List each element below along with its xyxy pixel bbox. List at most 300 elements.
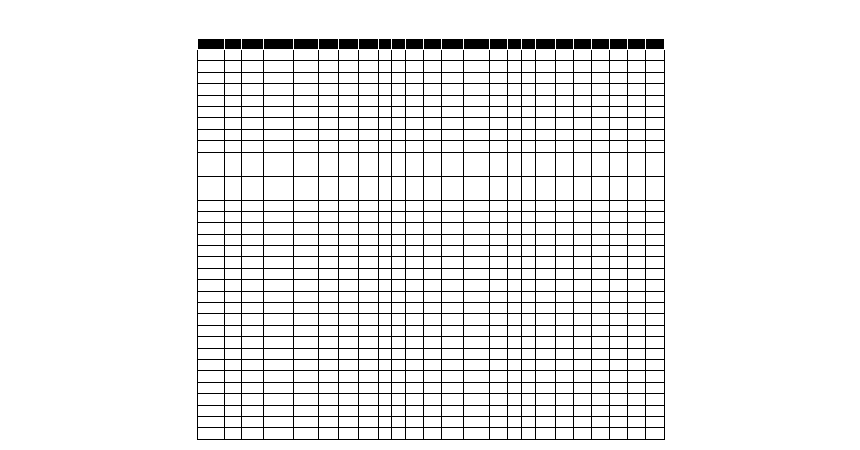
table-cell bbox=[442, 257, 464, 268]
table-cell bbox=[592, 359, 610, 370]
table-cell bbox=[490, 200, 508, 211]
table-cell bbox=[646, 257, 665, 268]
table-row bbox=[198, 382, 665, 393]
table-cell bbox=[406, 129, 424, 140]
table-cell bbox=[574, 106, 592, 117]
table-cell bbox=[592, 382, 610, 393]
table-cell bbox=[424, 84, 442, 95]
table-cell bbox=[610, 200, 628, 211]
table-cell bbox=[464, 303, 490, 314]
table-cell bbox=[574, 268, 592, 279]
table-cell bbox=[319, 223, 339, 234]
table-cell bbox=[464, 95, 490, 106]
table-cell bbox=[442, 303, 464, 314]
table-cell bbox=[610, 118, 628, 129]
table-cell bbox=[264, 394, 294, 405]
table-cell bbox=[319, 405, 339, 416]
table-cell bbox=[442, 291, 464, 302]
table-cell bbox=[319, 84, 339, 95]
table-cell bbox=[339, 176, 359, 200]
table-cell bbox=[442, 371, 464, 382]
table-cell bbox=[490, 280, 508, 291]
table-cell bbox=[424, 371, 442, 382]
table-cell bbox=[490, 416, 508, 427]
table-cell bbox=[556, 129, 574, 140]
table-cell bbox=[424, 141, 442, 152]
table-cell bbox=[442, 246, 464, 257]
table-cell bbox=[225, 348, 242, 359]
table-cell bbox=[406, 72, 424, 83]
table-cell bbox=[508, 234, 522, 245]
table-cell bbox=[406, 280, 424, 291]
table-cell bbox=[574, 84, 592, 95]
table-cell bbox=[556, 61, 574, 72]
table-cell bbox=[379, 382, 392, 393]
table-cell bbox=[294, 348, 319, 359]
table-cell bbox=[294, 211, 319, 222]
table-cell bbox=[198, 223, 225, 234]
table-cell bbox=[592, 106, 610, 117]
table-cell bbox=[242, 95, 264, 106]
table-cell bbox=[592, 348, 610, 359]
table-cell bbox=[225, 95, 242, 106]
table-cell bbox=[264, 211, 294, 222]
table-cell bbox=[392, 303, 406, 314]
table-cell bbox=[508, 200, 522, 211]
table-cell bbox=[442, 223, 464, 234]
table-cell bbox=[339, 280, 359, 291]
table-cell bbox=[379, 61, 392, 72]
table-cell bbox=[628, 280, 646, 291]
table-cell bbox=[442, 382, 464, 393]
table-cell bbox=[359, 200, 379, 211]
table-cell bbox=[379, 291, 392, 302]
table-cell bbox=[225, 428, 242, 439]
table-row bbox=[198, 84, 665, 95]
table-cell bbox=[464, 314, 490, 325]
table-cell bbox=[574, 303, 592, 314]
table-cell bbox=[592, 176, 610, 200]
table-cell bbox=[198, 152, 225, 176]
table-cell bbox=[574, 325, 592, 336]
table-cell bbox=[574, 152, 592, 176]
table-cell bbox=[464, 118, 490, 129]
table-cell bbox=[225, 84, 242, 95]
table-cell bbox=[508, 291, 522, 302]
table-cell bbox=[379, 72, 392, 83]
column-header bbox=[406, 39, 424, 50]
table-cell bbox=[490, 211, 508, 222]
table-cell bbox=[379, 303, 392, 314]
table-cell bbox=[646, 50, 665, 61]
table-cell bbox=[242, 268, 264, 279]
table-cell bbox=[592, 211, 610, 222]
table-cell bbox=[225, 61, 242, 72]
table-cell bbox=[406, 118, 424, 129]
table-cell bbox=[592, 246, 610, 257]
table-cell bbox=[424, 129, 442, 140]
table-cell bbox=[490, 152, 508, 176]
table-cell bbox=[339, 314, 359, 325]
column-header bbox=[464, 39, 490, 50]
table-cell bbox=[264, 176, 294, 200]
table-row bbox=[198, 291, 665, 302]
table-cell bbox=[646, 382, 665, 393]
table-cell bbox=[464, 141, 490, 152]
table-cell bbox=[628, 337, 646, 348]
table-cell bbox=[339, 348, 359, 359]
table-cell bbox=[536, 246, 556, 257]
table-cell bbox=[392, 152, 406, 176]
table-cell bbox=[610, 268, 628, 279]
table-cell bbox=[442, 325, 464, 336]
table-cell bbox=[508, 152, 522, 176]
table-cell bbox=[225, 371, 242, 382]
table-cell bbox=[556, 257, 574, 268]
table-cell bbox=[424, 118, 442, 129]
table-cell bbox=[406, 303, 424, 314]
header-row bbox=[198, 39, 665, 50]
table-cell bbox=[628, 95, 646, 106]
table-cell bbox=[628, 416, 646, 427]
table-cell bbox=[556, 118, 574, 129]
table-cell bbox=[379, 359, 392, 370]
table-cell bbox=[628, 405, 646, 416]
table-cell bbox=[406, 348, 424, 359]
table-cell bbox=[225, 257, 242, 268]
table-cell bbox=[490, 129, 508, 140]
table-cell bbox=[406, 325, 424, 336]
table-cell bbox=[319, 428, 339, 439]
table-cell bbox=[406, 337, 424, 348]
table-cell bbox=[359, 280, 379, 291]
table-cell bbox=[536, 211, 556, 222]
table-cell bbox=[242, 371, 264, 382]
table-cell bbox=[294, 84, 319, 95]
table-cell bbox=[536, 303, 556, 314]
table-row bbox=[198, 95, 665, 106]
table-cell bbox=[574, 200, 592, 211]
table-cell bbox=[359, 152, 379, 176]
table-cell bbox=[610, 325, 628, 336]
table-cell bbox=[508, 211, 522, 222]
table-cell bbox=[610, 394, 628, 405]
table-cell bbox=[490, 382, 508, 393]
table-cell bbox=[464, 371, 490, 382]
column-header bbox=[225, 39, 242, 50]
table-cell bbox=[464, 416, 490, 427]
table-cell bbox=[574, 280, 592, 291]
table-cell bbox=[264, 371, 294, 382]
table-cell bbox=[556, 314, 574, 325]
table-cell bbox=[442, 394, 464, 405]
table-cell bbox=[406, 257, 424, 268]
table-cell bbox=[392, 246, 406, 257]
table-cell bbox=[379, 50, 392, 61]
table-cell bbox=[264, 95, 294, 106]
table-cell bbox=[379, 234, 392, 245]
table-cell bbox=[359, 141, 379, 152]
table-cell bbox=[628, 118, 646, 129]
table-cell bbox=[264, 348, 294, 359]
table-cell bbox=[339, 405, 359, 416]
table-cell bbox=[556, 141, 574, 152]
table-cell bbox=[628, 211, 646, 222]
table-cell bbox=[442, 280, 464, 291]
table-cell bbox=[574, 246, 592, 257]
table-cell bbox=[464, 337, 490, 348]
table-cell bbox=[490, 234, 508, 245]
table-cell bbox=[294, 416, 319, 427]
table-cell bbox=[406, 61, 424, 72]
table-cell bbox=[536, 257, 556, 268]
table-cell bbox=[359, 95, 379, 106]
table-cell bbox=[522, 382, 536, 393]
table-cell bbox=[379, 211, 392, 222]
table-cell bbox=[508, 325, 522, 336]
table-cell bbox=[646, 234, 665, 245]
table-cell bbox=[264, 325, 294, 336]
table-cell bbox=[592, 371, 610, 382]
table-cell bbox=[294, 257, 319, 268]
table-cell bbox=[522, 405, 536, 416]
table-cell bbox=[610, 50, 628, 61]
table-cell bbox=[490, 371, 508, 382]
table-cell bbox=[225, 314, 242, 325]
table-cell bbox=[628, 382, 646, 393]
table-cell bbox=[442, 234, 464, 245]
table-cell bbox=[198, 200, 225, 211]
table-cell bbox=[294, 152, 319, 176]
table-cell bbox=[574, 257, 592, 268]
table-cell bbox=[198, 416, 225, 427]
table-cell bbox=[536, 106, 556, 117]
table-cell bbox=[556, 382, 574, 393]
table-cell bbox=[646, 291, 665, 302]
table-cell bbox=[628, 291, 646, 302]
table-cell bbox=[242, 246, 264, 257]
table-cell bbox=[424, 337, 442, 348]
table-cell bbox=[574, 95, 592, 106]
table-cell bbox=[628, 129, 646, 140]
table-cell bbox=[406, 106, 424, 117]
table-cell bbox=[264, 405, 294, 416]
table-cell bbox=[264, 337, 294, 348]
table-cell bbox=[198, 61, 225, 72]
table-cell bbox=[379, 129, 392, 140]
table-cell bbox=[490, 428, 508, 439]
table-cell bbox=[406, 84, 424, 95]
table-cell bbox=[225, 200, 242, 211]
table-cell bbox=[379, 95, 392, 106]
table-cell bbox=[264, 291, 294, 302]
table-cell bbox=[339, 428, 359, 439]
table-cell bbox=[610, 106, 628, 117]
table-cell bbox=[464, 325, 490, 336]
table-cell bbox=[442, 211, 464, 222]
table-cell bbox=[319, 303, 339, 314]
table-cell bbox=[424, 394, 442, 405]
table-cell bbox=[242, 118, 264, 129]
table-cell bbox=[198, 95, 225, 106]
table-cell bbox=[490, 61, 508, 72]
table-cell bbox=[592, 141, 610, 152]
table-cell bbox=[490, 325, 508, 336]
table-cell bbox=[294, 200, 319, 211]
table-cell bbox=[198, 234, 225, 245]
table-cell bbox=[508, 337, 522, 348]
table-row bbox=[198, 325, 665, 336]
table-cell bbox=[646, 176, 665, 200]
table-cell bbox=[406, 176, 424, 200]
table-cell bbox=[490, 303, 508, 314]
table-cell bbox=[522, 72, 536, 83]
table-cell bbox=[319, 176, 339, 200]
table-cell bbox=[490, 268, 508, 279]
table-cell bbox=[464, 257, 490, 268]
table-cell bbox=[536, 416, 556, 427]
table-cell bbox=[294, 371, 319, 382]
table-cell bbox=[242, 314, 264, 325]
table-cell bbox=[359, 246, 379, 257]
table-cell bbox=[424, 303, 442, 314]
table-cell bbox=[294, 95, 319, 106]
table-cell bbox=[574, 405, 592, 416]
table-cell bbox=[610, 303, 628, 314]
table-cell bbox=[319, 118, 339, 129]
table-cell bbox=[294, 118, 319, 129]
table-cell bbox=[628, 268, 646, 279]
table-cell bbox=[339, 416, 359, 427]
table-cell bbox=[556, 348, 574, 359]
table-cell bbox=[610, 223, 628, 234]
table-cell bbox=[628, 61, 646, 72]
table-cell bbox=[264, 246, 294, 257]
table-cell bbox=[406, 291, 424, 302]
table-cell bbox=[392, 291, 406, 302]
table-cell bbox=[522, 337, 536, 348]
table-cell bbox=[610, 257, 628, 268]
table-cell bbox=[359, 268, 379, 279]
table-cell bbox=[198, 84, 225, 95]
table-cell bbox=[379, 106, 392, 117]
table-cell bbox=[359, 337, 379, 348]
column-header bbox=[536, 39, 556, 50]
table-row bbox=[198, 371, 665, 382]
table-cell bbox=[406, 200, 424, 211]
table-cell bbox=[264, 61, 294, 72]
spreadsheet bbox=[197, 38, 663, 440]
table-cell bbox=[522, 371, 536, 382]
table-cell bbox=[392, 382, 406, 393]
table-cell bbox=[442, 176, 464, 200]
table-cell bbox=[628, 394, 646, 405]
table-cell bbox=[392, 129, 406, 140]
table-cell bbox=[359, 223, 379, 234]
table-cell bbox=[242, 394, 264, 405]
table-cell bbox=[556, 291, 574, 302]
table-cell bbox=[508, 257, 522, 268]
table-cell bbox=[264, 257, 294, 268]
table-cell bbox=[508, 129, 522, 140]
table-cell bbox=[522, 416, 536, 427]
table-cell bbox=[294, 246, 319, 257]
table-cell bbox=[225, 268, 242, 279]
table-cell bbox=[556, 223, 574, 234]
table-cell bbox=[264, 359, 294, 370]
table-cell bbox=[359, 211, 379, 222]
table-cell bbox=[522, 152, 536, 176]
table-cell bbox=[392, 257, 406, 268]
table-cell bbox=[424, 200, 442, 211]
table-cell bbox=[424, 61, 442, 72]
table-cell bbox=[198, 106, 225, 117]
table-cell bbox=[490, 257, 508, 268]
table-cell bbox=[610, 371, 628, 382]
table-cell bbox=[536, 129, 556, 140]
table-cell bbox=[536, 280, 556, 291]
table-cell bbox=[392, 314, 406, 325]
table-cell bbox=[610, 314, 628, 325]
table-row bbox=[198, 211, 665, 222]
table-row bbox=[198, 303, 665, 314]
table-cell bbox=[424, 405, 442, 416]
table-cell bbox=[242, 337, 264, 348]
table-cell bbox=[319, 50, 339, 61]
table-cell bbox=[198, 176, 225, 200]
column-header bbox=[198, 39, 225, 50]
table-cell bbox=[392, 371, 406, 382]
table-cell bbox=[442, 359, 464, 370]
table-cell bbox=[442, 72, 464, 83]
table-cell bbox=[198, 246, 225, 257]
table-cell bbox=[319, 348, 339, 359]
table-cell bbox=[574, 428, 592, 439]
table-cell bbox=[464, 223, 490, 234]
table-cell bbox=[464, 348, 490, 359]
table-cell bbox=[522, 394, 536, 405]
table-cell bbox=[522, 50, 536, 61]
table-cell bbox=[225, 382, 242, 393]
table-cell bbox=[574, 129, 592, 140]
table-cell bbox=[610, 72, 628, 83]
table-cell bbox=[379, 268, 392, 279]
table-cell bbox=[339, 141, 359, 152]
table-cell bbox=[339, 118, 359, 129]
table-cell bbox=[294, 129, 319, 140]
table-cell bbox=[339, 129, 359, 140]
table-cell bbox=[628, 325, 646, 336]
table-cell bbox=[464, 291, 490, 302]
table-row bbox=[198, 176, 665, 200]
table-cell bbox=[225, 129, 242, 140]
table-row bbox=[198, 72, 665, 83]
table-cell bbox=[646, 394, 665, 405]
table-cell bbox=[522, 211, 536, 222]
table-cell bbox=[508, 223, 522, 234]
table-cell bbox=[556, 280, 574, 291]
table-cell bbox=[592, 95, 610, 106]
column-header bbox=[424, 39, 442, 50]
table-cell bbox=[574, 382, 592, 393]
table-cell bbox=[359, 118, 379, 129]
table-cell bbox=[264, 141, 294, 152]
table-cell bbox=[379, 141, 392, 152]
table-cell bbox=[628, 141, 646, 152]
table-cell bbox=[406, 141, 424, 152]
table-cell bbox=[464, 268, 490, 279]
table-cell bbox=[339, 371, 359, 382]
